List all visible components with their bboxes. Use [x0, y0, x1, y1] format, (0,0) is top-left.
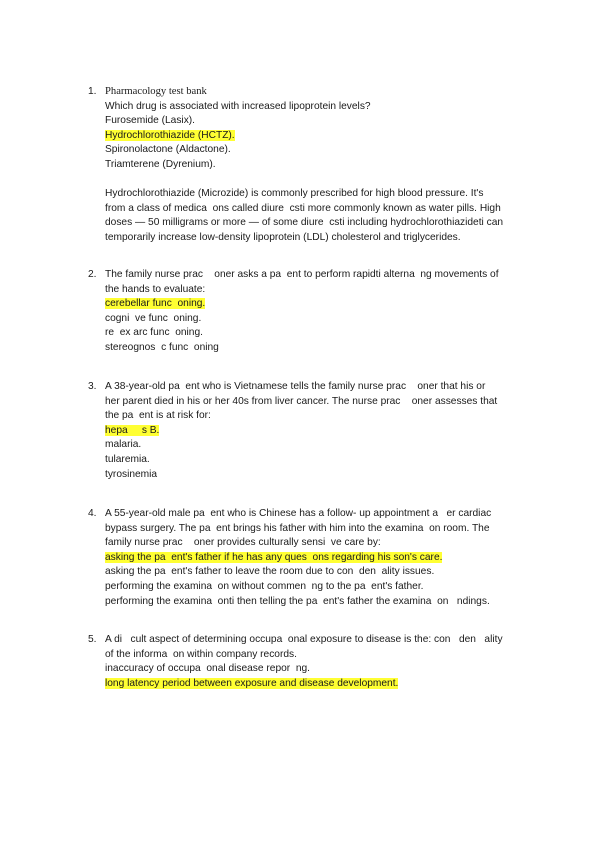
question-2 — [88, 268, 538, 356]
answer-option: tularemia. — [105, 453, 150, 465]
answer-option: malaria. — [105, 439, 142, 451]
question-stem-line: bypass surgery. The pa ent brings his father with him into the examina on room. The — [105, 522, 490, 534]
question-stem-line: her parent died in his or her 40s from liver cancer. The nurse prac oner assesses that — [105, 395, 498, 407]
answer-option-highlighted: cerebellar func oning. — [105, 298, 206, 310]
question-4 — [88, 507, 538, 609]
answer-option: re ex arc func oning. — [105, 327, 203, 339]
question-number: 3. — [88, 381, 97, 392]
question-3 — [88, 380, 538, 482]
question-stem-line: The family nurse prac oner asks a pa ent to perform rapidti alterna ng movements of — [105, 269, 499, 280]
rationale-line: Hydrochlorothiazide (Microzide) is commonly prescribed for high blood pressure. It's — [105, 188, 484, 200]
answer-option: performing the examina onti then telling the pa ent's father the examina on ndings. — [105, 595, 490, 607]
question-stem-line: Which drug is associated with increased lipoprotein levels? — [105, 100, 371, 112]
question-1 — [88, 85, 538, 246]
answer-option-highlighted: Hydrochlorothiazide (HCTZ). — [105, 129, 235, 141]
answer-option: stereognos c func oning — [105, 341, 219, 353]
answer-option: performing the examina on without commen ng to the pa ent's father. — [105, 580, 424, 592]
question-stem-line: the pa ent is at risk for: — [105, 410, 211, 422]
answer-option: Triamterene (Dyrenium). — [105, 158, 216, 170]
question-number: 1. — [88, 86, 97, 97]
answer-option-highlighted: long latency period between exposure and disease development. — [105, 677, 399, 689]
question-number: 4. — [88, 508, 97, 519]
answer-option: Spironolactone (Aldactone). — [105, 144, 231, 156]
answer-option: inaccuracy of occupa onal disease repor ng. — [105, 663, 311, 675]
question-stem-line: A 55-year-old male pa ent who is Chinese has a follow- up appointment a er cardiac — [105, 508, 492, 519]
document-heading: Pharmacology test bank — [105, 86, 207, 97]
question-number: 2. — [88, 269, 97, 280]
answer-option-highlighted: hepa s B. — [105, 424, 160, 436]
question-stem-line: A di cult aspect of determining occupa onal exposure to disease is the: con den ality — [105, 634, 503, 645]
rationale-line: doses — 50 milligrams or more — of some diure csti including hydrochlorothiazideti can — [105, 217, 504, 229]
answer-option: Furosemide (Lasix). — [105, 115, 196, 127]
question-stem-line: of the informa on within company records. — [105, 648, 297, 660]
answer-option-highlighted: asking the pa ent's father if he has any ques ons regarding his son's care. — [105, 551, 443, 563]
question-5 — [88, 633, 538, 691]
answer-option: cogni ve func oning. — [105, 312, 202, 324]
rationale-line: temporarily increase low-density lipoprotein (LDL) cholesterol and triglycerides. — [105, 231, 461, 243]
answer-option: tyrosinemia — [105, 468, 158, 480]
question-stem-line: A 38-year-old pa ent who is Vietnamese tells the family nurse prac oner that his or — [105, 381, 486, 392]
answer-option: asking the pa ent's father to leave the room due to con den ality issues. — [105, 566, 435, 578]
question-stem-line: family nurse prac oner provides culturally sensi ve care by: — [105, 537, 381, 549]
question-number: 5. — [88, 634, 97, 645]
rationale-line: from a class of medica ons called diure csti more commonly known as water pills. High — [105, 202, 501, 214]
question-stem-line: the hands to evaluate: — [105, 283, 206, 295]
